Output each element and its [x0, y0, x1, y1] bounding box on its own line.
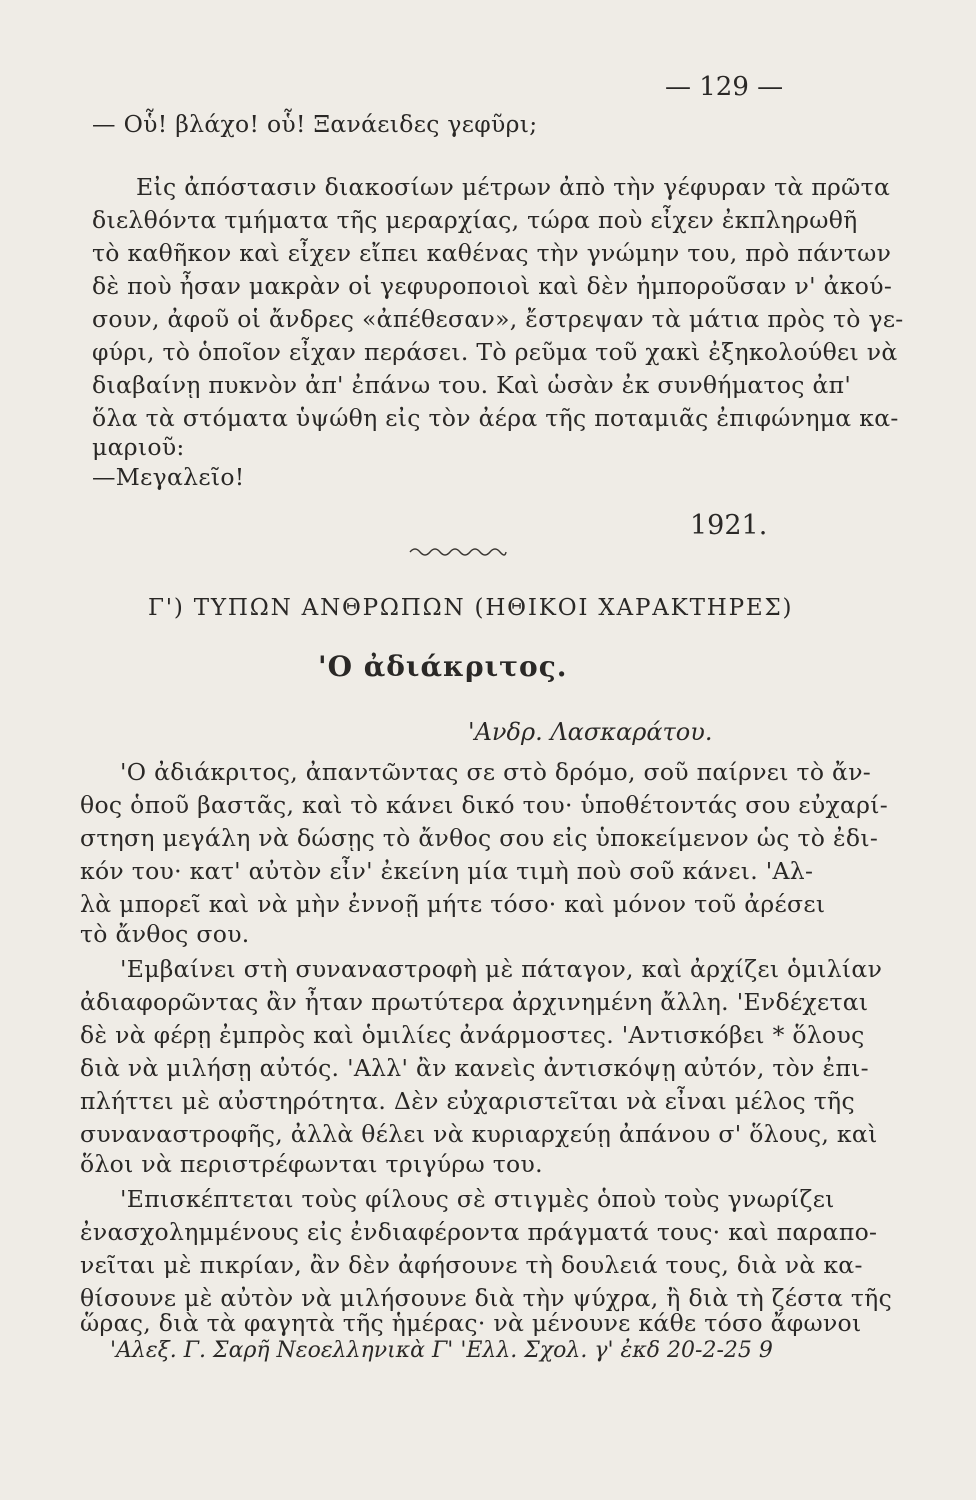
text-line: —Μεγαλεῖο!: [92, 463, 245, 491]
text-line: δὲ νὰ φέρῃ ἐμπρὸς καὶ ὁμιλίες ἀνάρμοστες. 'Αντισκόβει * ὅλους: [80, 1021, 865, 1049]
text-line: ὅλοι νὰ περιστρέφωνται τριγύρω του.: [80, 1150, 543, 1178]
text-line: στηση μεγάλη νὰ δώσῃς τὸ ἄνθος σου εἰς ὑποκείμενον ὡς τὸ ἐδι-: [80, 824, 879, 852]
text-line: — Οὗ! βλάχο! οὗ! Ξανάειδες γεφῦρι;: [92, 110, 538, 138]
text-line: θος ὁποῦ βαστᾶς, καὶ τὸ κάνει δικό του· ὑποθέτοντάς σου εὐχαρί-: [80, 791, 889, 819]
text-line: συναναστροφῆς, ἀλλὰ θέλει νὰ κυριαρχεύῃ ἀπάνου σ' ὅλους, καὶ: [80, 1120, 878, 1148]
section-heading: Γ') ΤΥΠΩΝ ΑΝΘΡΩΠΩΝ (ΗΘΙΚΟΙ ΧΑΡΑΚΤΗΡΕΣ): [148, 595, 794, 621]
text-line: κόν του· κατ' αὐτὸν εἶν' ἐκείνη μία τιμὴ ποὺ σοῦ κάνει. 'Αλ-: [80, 857, 814, 885]
text-line: πλήττει μὲ αὐστηρότητα. Δὲν εὐχαριστεῖται νὰ εἶναι μέλος τῆς: [80, 1087, 855, 1115]
text-line: νεῖται μὲ πικρίαν, ἂν δὲν ἀφήσουνε τὴ δουλειά τους, διὰ νὰ κα-: [80, 1251, 863, 1279]
footer-imprint: 'Αλεξ. Γ. Σαρῆ Νεοελληνικὰ Γ' 'Ελλ. Σχολ. γ' ἐκδ 20-2-25 9: [110, 1338, 773, 1363]
text-line: μαριοῦ:: [92, 433, 185, 461]
text-line: φύρι, τὸ ὁποῖον εἶχαν περάσει. Τὸ ρεῦμα τοῦ χακὶ ἐξηκολούθει νὰ: [92, 338, 898, 366]
ornament-divider: [408, 544, 508, 564]
essay-title: 'Ο ἀδιάκριτος.: [318, 650, 568, 683]
text-line: διελθόντα τμήματα τῆς μεραρχίας, τώρα ποὺ εἶχεν ἐκπληρωθῆ: [92, 206, 858, 234]
text-line: θίσουνε μὲ αὐτὸν νὰ μιλήσουνε διὰ τὴν ψύχρα, ἢ διὰ τὴ ζέστα τῆς: [80, 1284, 893, 1312]
text-line: ὅλα τὰ στόματα ὑψώθη εἰς τὸν ἀέρα τῆς ποταμιᾶς ἐπιφώνημα κα-: [92, 404, 899, 432]
text-line: λὰ μπορεῖ καὶ νὰ μὴν ἐννοῇ μήτε τόσο· καὶ μόνον τοῦ ἀρέσει: [80, 890, 826, 918]
text-line: τὸ ἄνθος σου.: [80, 920, 250, 948]
text-line: διαβαίνῃ πυκνὸν ἀπ' ἐπάνω του. Καὶ ὡσὰν ἐκ συνθήματος ἀπ': [92, 371, 852, 399]
date-year: 1921.: [690, 510, 768, 541]
text-line: σουν, ἀφοῦ οἱ ἄνδρες «ἀπέθεσαν», ἔστρεψαν τὰ μάτια πρὸς τὸ γε-: [92, 305, 904, 333]
text-line: 'Επισκέπτεται τοὺς φίλους σὲ στιγμὲς ὁποὺ τοὺς γνωρίζει: [120, 1185, 835, 1213]
text-line: ὥρας, διὰ τὰ φαγητὰ τῆς ἡμέρας· νὰ μένουνε κάθε τόσο ἄφωνοι: [80, 1309, 862, 1337]
text-line: διὰ νὰ μιλήσῃ αὐτός. 'Αλλ' ἂν κανεὶς ἀντισκόψῃ αὐτόν, τὸν ἐπι-: [80, 1054, 869, 1082]
text-line: 'Εμβαίνει στὴ συναναστροφὴ μὲ πάταγον, καὶ ἀρχίζει ὁμιλίαν: [120, 955, 883, 983]
text-line: δὲ ποὺ ἦσαν μακρὰν οἱ γεφυροποιοὶ καὶ δὲν ἠμποροῦσαν ν' ἀκού-: [92, 272, 893, 300]
text-line: 'Ο ἀδιάκριτος, ἀπαντῶντας σε στὸ δρόμο, σοῦ παίρνει τὸ ἄν-: [120, 758, 872, 786]
text-line: Εἰς ἀπόστασιν διακοσίων μέτρων ἀπὸ τὴν γέφυραν τὰ πρῶτα: [136, 173, 891, 201]
text-line: τὸ καθῆκον καὶ εἶχεν εἴπει καθένας τὴν γνώμην του, πρὸ πάντων: [92, 239, 892, 267]
text-line: ἐνασχολημμένους εἰς ἐνδιαφέροντα πράγματά τους· καὶ παραπο-: [80, 1218, 878, 1246]
page-number: — 129 —: [665, 72, 784, 102]
essay-author: 'Ανδρ. Λασκαράτου.: [468, 718, 713, 746]
text-line: ἀδιαφορῶντας ἂν ἦταν πρωτύτερα ἀρχινημένη ἄλλη. 'Ενδέχεται: [80, 988, 869, 1016]
